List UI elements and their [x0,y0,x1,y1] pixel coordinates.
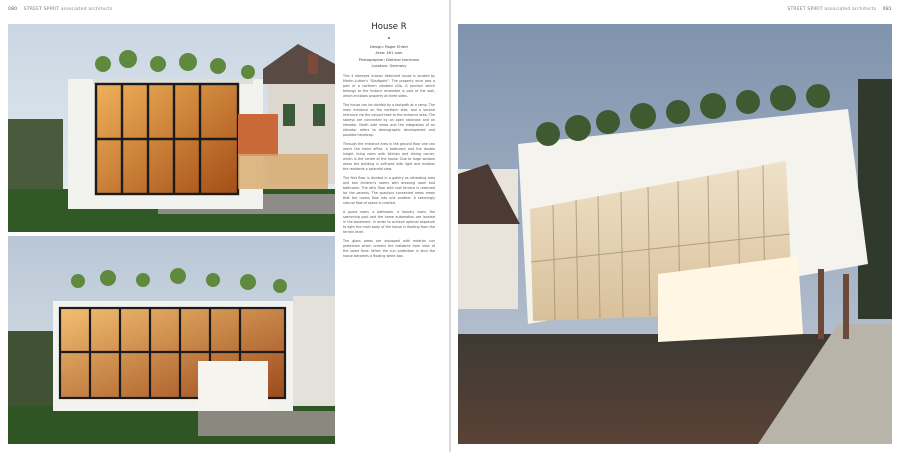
article-paragraph: Through the entrance area in the ground floor one can reach the home office, a bathroom and the double height living room with kitchen and dining corner, which is the centre of the house. Due to large window areas the building is suffused with light and enables the residents a splendid view. [343,142,435,172]
section-name-right: STREET SPIRIT [787,7,823,12]
credit-photographer: Photographer: Dietmar Isermann [358,57,420,62]
page-number-right: 081 [882,7,892,12]
credit-location: Location: Germany [371,63,407,68]
section-name-left: STREET SPIRIT [23,7,60,12]
credit-design: Design: Roger Ehlert [369,45,409,49]
architect-name-left: associated architects [60,7,113,12]
architect-name-right: associated architects [824,7,877,12]
photo-house-dusk-front-view [8,236,335,444]
header-left [8,7,113,12]
photo-house-night-view [458,24,892,444]
article-paragraph: The glass areas are equipped with exterior sun protection which screens the residents from view at the same time. When the sun protection is shut the house becomes a floating white box. [343,239,435,259]
header-right [787,7,892,12]
page-number-left: 080 [8,7,18,12]
article-title: House R [371,22,407,32]
photo-house-day-view [8,24,335,232]
article-text-column [343,22,435,263]
article-paragraph: A guest room, a bathroom, a laundry room, the swimming pool and the home automation are located in the basement. In order to achieve optimal exposure to light the main body of the house is floating from the terrain level. [343,210,435,235]
credit-area: Area: 461 sqm [375,51,403,56]
title-separator-dot [388,37,390,39]
article-credits [343,44,435,69]
article-paragraph: The house can be divided by a footpath at a ramp. The main entrance on the northern side, and a second entrance via the carport lead to the entrance area. The storeys are connected by an open staircase and an elevator. North side views and the integration of an elevator refers to demographic development and possible handicap. [343,103,435,138]
article-paragraph: This 4 storeyed in-town detached house is located by Martin-Luther's "Stadtpark". The property once was a part of a northern situated villa. A pavilion which belongs to the historic ensemble is part of the wall, which encloses property at three sides. [343,74,435,99]
article-paragraph: The first floor is divided in a gallery as retreating area and two children's rooms with dressing room and bathroom. The attic floor with roof terrace is reserved for the parents. The spacious connected areas mean that the rooms flow into one another. A seemingly natural flow of space is created. [343,176,435,206]
page-gutter [449,0,451,452]
